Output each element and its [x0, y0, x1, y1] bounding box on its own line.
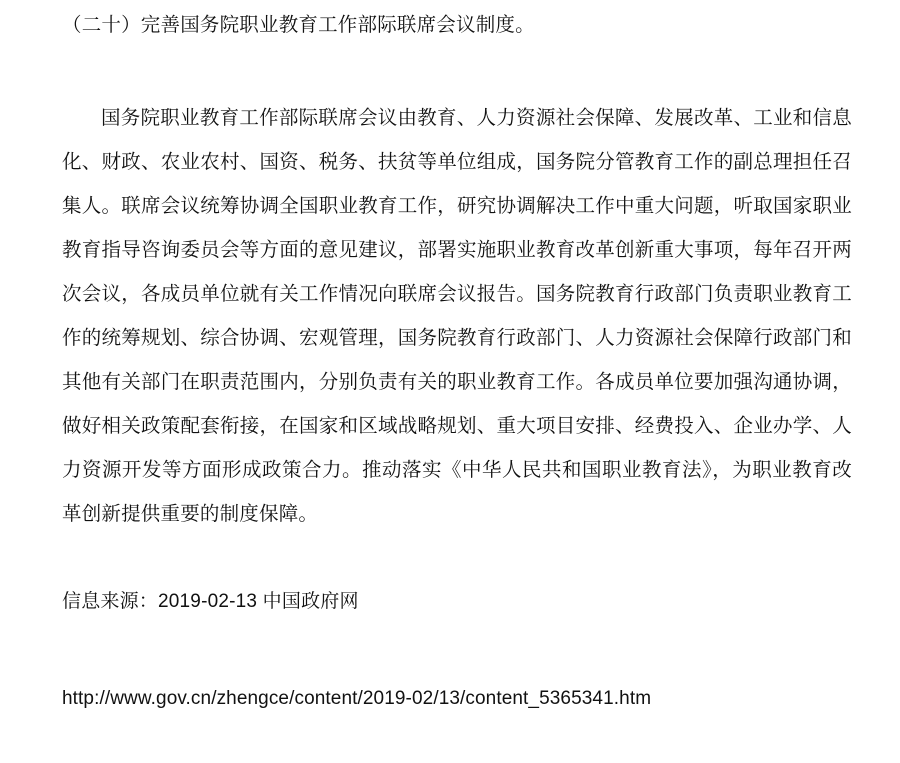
- section-heading: （二十）完善国务院职业教育工作部际联席会议制度。: [62, 14, 535, 36]
- body-paragraph: 国务院职业教育工作部际联席会议由教育、人力资源社会保障、发展改革、工业和信息化、财政、农业农村、国资、税务、扶贫等单位组成，国务院分管教育工作的副总理担任召集人。联席会议统筹协调全国职业教育工作，研究协调解决工作中重大问题，听取国家职业教育指导咨询委员会等方面的意见建议，部署实施职业教育改革创新重大事项，每年召开两次会议，各成员单位就有关工作情况向联席会议报告。国务院教育行政部门负责职业教育工作的统筹规划、综合协调、宏观管理，国务院教育行政部门、人力资源社会保障行政部门和其他有关部门在职责范围内，分别负责有关的职业教育工作。各成员单位要加强沟通协调，做好相关政策配套衔接，在国家和区域战略规划、重大项目安排、经费投入、企业办学、人力资源开发等方面形成政策合力。推动落实《中华人民共和国职业教育法》，为职业教育改革创新提供重要的制度保障。: [62, 107, 852, 525]
- source-url[interactable]: http://www.gov.cn/zhengce/content/2019-02/13/content_5365341.htm: [62, 688, 652, 709]
- source-info: 信息来源：2019-02-13 中国政府网: [62, 591, 359, 612]
